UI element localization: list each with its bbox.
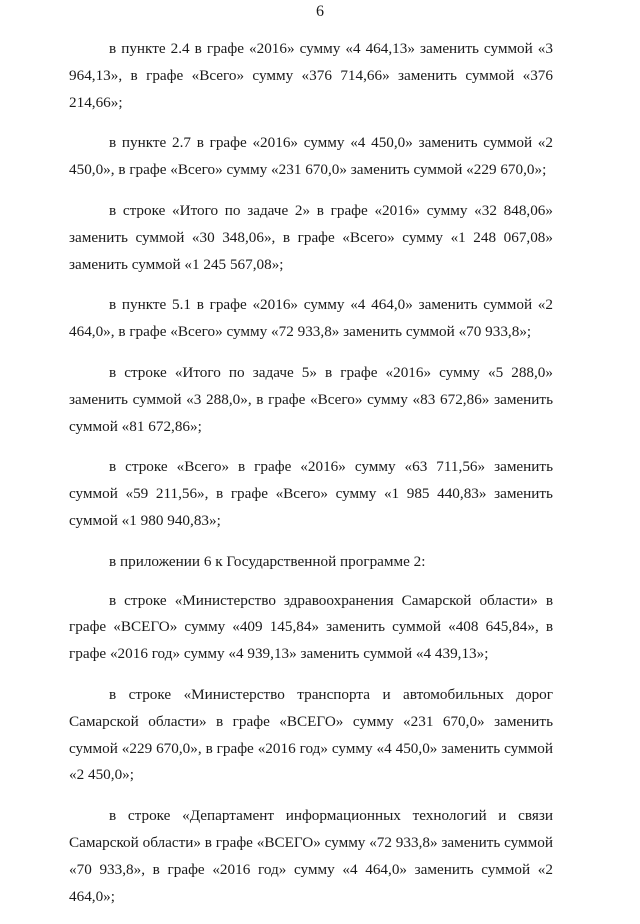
- paragraph-item-2-7: в пункте 2.7 в графе «2016» сумму «4 450,0» заменить суммой «2 450,0», в графе «Всего» сумму «231 670,0» заменить суммой «229 670,0»;: [69, 134, 553, 179]
- paragraph-item-5-1: в пункте 5.1 в графе «2016» сумму «4 464,0» заменить суммой «2 464,0», в графе «Всего» сумму «72 933,8» заменить суммой «70 933,8»;: [69, 296, 553, 341]
- paragraph-ministry-transport: в строке «Министерство транспорта и автомобильных дорог Самарской области» в графе «ВСЕГО» сумму «231 670,0» заменить суммой «229 670,0», в графе «2016 год» сумму «4 450,0» заменить суммой «2 450,0»;: [69, 685, 553, 784]
- paragraph-item-2-4: в пункте 2.4 в графе «2016» сумму «4 464,13» заменить суммой «3 964,13», в графе «Всего» сумму «376 714,66» заменить суммой «376 214,66»;: [69, 40, 553, 111]
- paragraph-department-it: в строке «Департамент информационных технологий и связи Самарской области» в графе «ВСЕГО» сумму «72 933,8» заменить суммой «70 933,8», в графе «2016 год» сумму «4 464,0» заменить суммой «2 464,0»;: [69, 807, 553, 905]
- paragraph-ministry-health: в строке «Министерство здравоохранения Самарской области» в графе «ВСЕГО» сумму «409 145,84» заменить суммой «408 645,84», в графе «2016 год» сумму «4 939,13» заменить суммой «4 439,13»;: [69, 591, 553, 663]
- document-body: [69, 36, 553, 924]
- paragraph-total-task-2: в строке «Итого по задаче 2» в графе «2016» сумму «32 848,06» заменить суммой «30 348,06», в графе «Всего» сумму «1 248 067,08» заменить суммой «1 245 567,08»;: [69, 201, 553, 273]
- page-number: 6: [316, 3, 324, 20]
- paragraph-appendix-6: в приложении 6 к Государственной программе 2:: [109, 552, 426, 570]
- paragraph-grand-total: в строке «Всего» в графе «2016» сумму «63 711,56» заменить суммой «59 211,56», в графе «Всего» сумму «1 985 440,83» заменить суммой «1 980 940,83»;: [69, 458, 553, 529]
- paragraph-total-task-5: в строке «Итого по задаче 5» в графе «2016» сумму «5 288,0» заменить суммой «3 288,0», в графе «Всего» сумму «83 672,86» заменить суммой «81 672,86»;: [69, 363, 553, 435]
